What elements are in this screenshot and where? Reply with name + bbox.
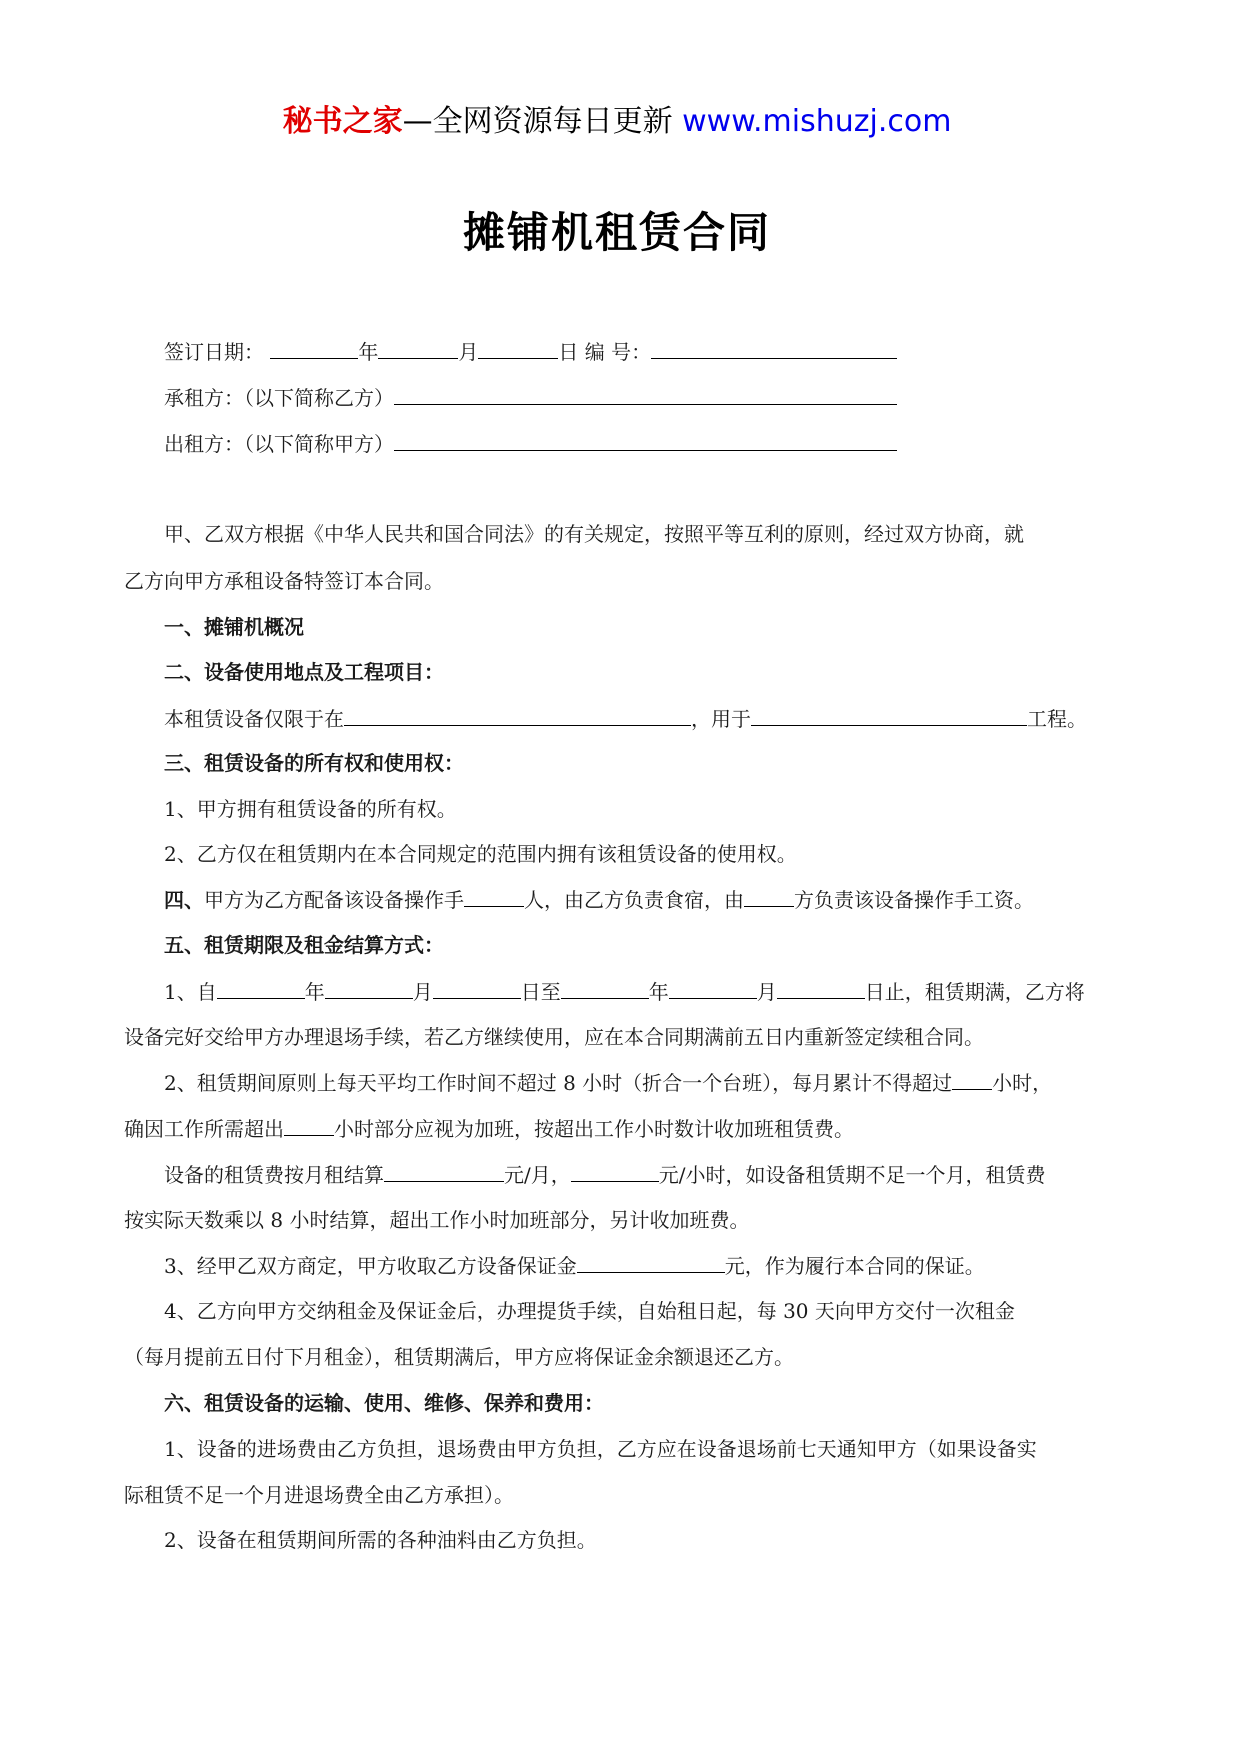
lessor-label: 出租方：（以下简称甲方） bbox=[164, 432, 394, 456]
banner-brand: 秘书之家 bbox=[282, 104, 403, 139]
start-year-blank bbox=[217, 976, 305, 999]
operator-label: 甲方为乙方配备该设备操作手 bbox=[204, 888, 464, 912]
section-4-body bbox=[164, 884, 1164, 915]
deposit-text: 元，作为履行本合同的保证。 bbox=[724, 1254, 985, 1278]
section-6-item-1-cont: 际租赁不足一个月进退场费全由乙方承担）。 bbox=[124, 1483, 514, 1507]
lessee-row bbox=[164, 382, 1164, 413]
project-suffix: 工程。 bbox=[1027, 707, 1087, 731]
rent-fee-cont: 按实际天数乘以 8 小时结算，超出工作小时加班部分，另计收加班费。 bbox=[124, 1208, 750, 1232]
location-label: 本租赁设备仅限于在 bbox=[164, 707, 344, 731]
preamble-line-2: 乙方向甲方承租设备特签订本合同。 bbox=[124, 569, 444, 593]
section-5-item-1 bbox=[164, 976, 1164, 1007]
day-number-label: 日 编 号： bbox=[558, 340, 652, 364]
wage-label: 方负责该设备操作手工资。 bbox=[794, 888, 1034, 912]
term-end-text: 日止，租赁期满，乙方将 bbox=[864, 980, 1085, 1004]
end-month-blank bbox=[669, 976, 757, 999]
wage-party-blank bbox=[744, 884, 794, 907]
banner-url-link[interactable]: www.mishuzj.com bbox=[682, 104, 952, 139]
start-year-label: 年 bbox=[304, 980, 325, 1004]
section-6-heading: 六、租赁设备的运输、使用、维修、保养和费用： bbox=[164, 1391, 604, 1415]
lessee-blank bbox=[394, 382, 897, 405]
end-year-blank bbox=[561, 976, 649, 999]
sign-date-row bbox=[164, 336, 1164, 367]
lessor-blank bbox=[394, 428, 897, 451]
year-label: 年 bbox=[358, 340, 379, 364]
preamble-line-1: 甲、乙双方根据《中华人民共和国合同法》的有关规定，按照平等互利的原则，经过双方协商，就 bbox=[164, 522, 1024, 546]
start-month-label: 月 bbox=[412, 980, 433, 1004]
term-from-label: 1、自 bbox=[164, 980, 217, 1004]
section-5-item-4: 4、乙方向甲方交纳租金及保证金后，办理提货手续，自始租日起，每 30 天向甲方交付一次租金 bbox=[164, 1299, 1015, 1323]
operator-board-label: 人，由乙方负责食宿，由 bbox=[524, 888, 744, 912]
end-day-blank bbox=[777, 976, 865, 999]
monthly-rent-unit: 元/月， bbox=[504, 1163, 571, 1187]
hourly-rent-text: 元/小时，如设备租赁期不足一个月，租赁费 bbox=[658, 1163, 1046, 1187]
lessee-label: 承租方：（以下简称乙方） bbox=[164, 386, 394, 410]
section-5-item-4-cont: （每月提前五日付下月租金），租赁期满后，甲方应将保证金余额退还乙方。 bbox=[124, 1345, 794, 1369]
section-6-item-1: 1、设备的进场费由乙方负担，退场费由甲方负担，乙方应在设备退场前七天通知甲方（如果设备实 bbox=[164, 1437, 1037, 1461]
rent-fee-row bbox=[164, 1159, 1164, 1190]
section-5-item-3 bbox=[164, 1250, 1164, 1281]
section-1-heading: 一、摊铺机概况 bbox=[164, 615, 304, 639]
contract-number-blank bbox=[651, 336, 897, 359]
month-blank bbox=[378, 336, 458, 359]
hours-unit-label: 小时， bbox=[992, 1071, 1053, 1095]
hours-limit-text: 2、租赁期间原则上每天平均工作时间不超过 8 小时（折合一个台班），每月累计不得超过 bbox=[164, 1071, 953, 1095]
sign-date-label: 签订日期： bbox=[164, 340, 264, 364]
monthly-hours-blank bbox=[952, 1067, 992, 1090]
section-5-heading: 五、租赁期限及租金结算方式： bbox=[164, 933, 444, 957]
overtime-hours-blank bbox=[284, 1113, 334, 1136]
monthly-rent-label: 设备的租赁费按月租结算 bbox=[164, 1163, 384, 1187]
section-3-item-2: 2、乙方仅在租赁期内在本合同规定的范围内拥有该租赁设备的使用权。 bbox=[164, 842, 797, 866]
section-3-item-1: 1、甲方拥有租赁设备的所有权。 bbox=[164, 797, 457, 821]
section-2-heading: 二、设备使用地点及工程项目： bbox=[164, 660, 444, 684]
project-label: ，用于 bbox=[691, 707, 751, 731]
overtime-text: 小时部分应视为加班，按超出工作小时数计收加班租赁费。 bbox=[334, 1117, 854, 1141]
hourly-rent-blank bbox=[571, 1159, 659, 1182]
month-label: 月 bbox=[458, 340, 479, 364]
term-to-label: 日至 bbox=[520, 980, 561, 1004]
site-banner bbox=[0, 96, 1234, 140]
overtime-label: 确因工作所需超出 bbox=[124, 1117, 284, 1141]
location-blank bbox=[344, 703, 691, 726]
lessor-row bbox=[164, 428, 1164, 459]
start-month-blank bbox=[325, 976, 413, 999]
start-day-blank bbox=[433, 976, 521, 999]
section-3-heading: 三、租赁设备的所有权和使用权： bbox=[164, 751, 464, 775]
page-title: 摊铺机租赁合同 bbox=[462, 208, 771, 257]
section-5-item-2-cont bbox=[124, 1113, 1124, 1144]
deposit-label: 3、经甲乙双方商定，甲方收取乙方设备保证金 bbox=[164, 1254, 577, 1278]
end-year-label: 年 bbox=[648, 980, 669, 1004]
section-5-item-1-cont: 设备完好交给甲方办理退场手续，若乙方继续使用，应在本合同期满前五日内重新签定续租合同。 bbox=[124, 1025, 984, 1049]
end-month-label: 月 bbox=[756, 980, 777, 1004]
section-6-item-2: 2、设备在租赁期间所需的各种油料由乙方负担。 bbox=[164, 1528, 597, 1552]
section-4-label: 四、 bbox=[164, 888, 204, 912]
section-2-body bbox=[164, 703, 1164, 734]
day-blank bbox=[478, 336, 558, 359]
operator-count-blank bbox=[464, 884, 524, 907]
section-5-item-2 bbox=[164, 1067, 1164, 1098]
deposit-blank bbox=[577, 1250, 725, 1273]
banner-slogan: —全网资源每日更新 bbox=[402, 104, 673, 139]
year-blank bbox=[270, 336, 358, 359]
project-blank bbox=[751, 703, 1027, 726]
monthly-rent-blank bbox=[384, 1159, 504, 1182]
